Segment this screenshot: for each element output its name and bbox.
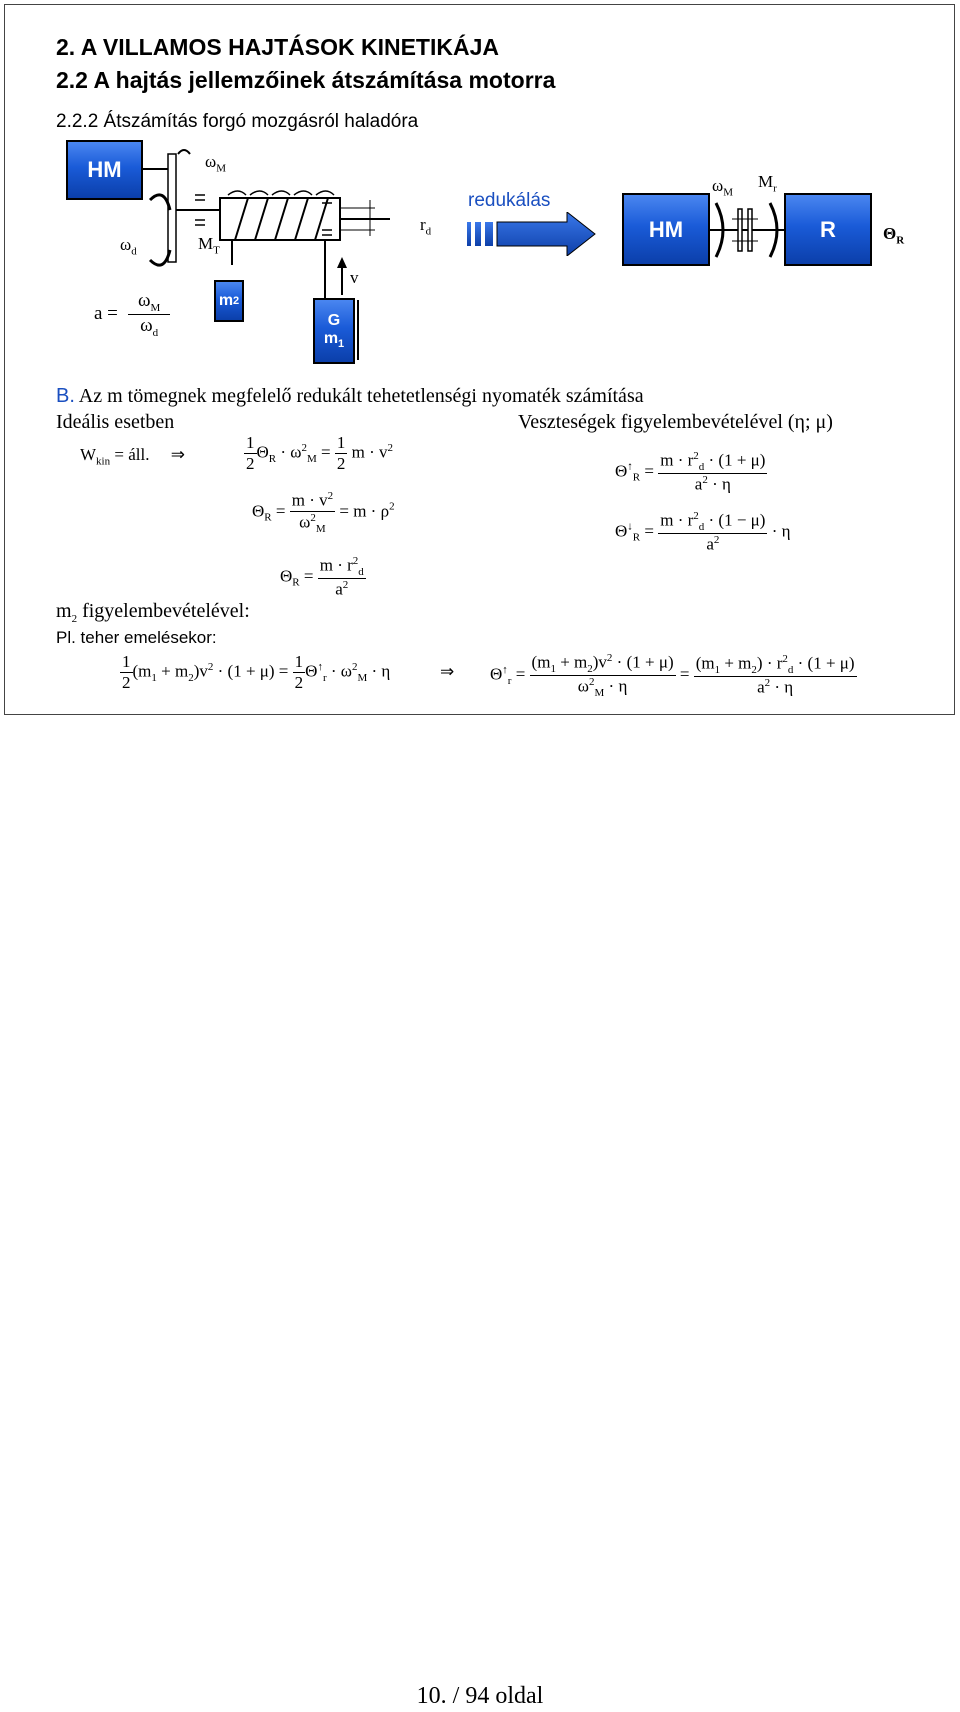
- reduction-arrow: [467, 212, 597, 256]
- drive-mechanism-drawing: [140, 140, 440, 370]
- m2-block: m 2: [214, 280, 244, 322]
- implies-arrow: ⇒: [440, 662, 455, 681]
- g-m1-block: G $m_1$: [313, 298, 355, 364]
- a-equals: a =: [94, 303, 118, 324]
- formula-wkin: $W_{kin}$ = áll. ⇒: [80, 445, 185, 468]
- omega-m-right-label: $\omega_M$: [712, 176, 733, 199]
- page-footer: 10. / 94 oldal: [416, 1683, 544, 1709]
- rd-label: $r_d$: [420, 215, 432, 238]
- coupling-drawing: [708, 195, 788, 265]
- r-block: R: [784, 193, 872, 266]
- theta-r-label: $\Theta_R$: [883, 224, 905, 247]
- formula-theta-r-lift: $\Theta^↑_r$ = $\frac{(m_1 + m_2)v^2 \cdot (1 + \mu)}{\omega^2_M \cdot \eta}$ = $\frac{(m_1 + m_2) \cdot r^2_d \cdot (1 + \mu)}{a^2 \cdot \eta}$: [490, 652, 855, 700]
- formula-energy-balance: $\frac{1}{2}$ $\Theta_R \cdot \omega^2_M$ = $\frac{1}{2}$ $m \cdot v^2$: [246, 433, 393, 473]
- a-ratio: $\frac{\omega_M}{\omega_d}$: [128, 290, 170, 339]
- ideal-heading: Ideális esetben: [56, 411, 175, 433]
- section-b-heading: B. Az m tömegnek megfelelő redukált tehetetlenségi nyomaték számítása: [56, 385, 644, 407]
- title-line-1: 2. A VILLAMOS HAJTÁSOK KINETIKÁJA: [56, 34, 499, 60]
- omega-d-label: $\omega_d$: [120, 235, 137, 258]
- title-line-2: 2.2 A hajtás jellemzőinek átszámítása motorra: [56, 67, 556, 93]
- formula-theta-r-1: $\Theta_R$ = $\frac{m \cdot v^2}{\omega^2_M}$ = $m \cdot \rho^2$: [252, 490, 395, 535]
- reduction-label: redukálás: [468, 190, 551, 211]
- formula-lift-balance: $\frac{1}{2}$ $(m_1 + m_2)v^2 \cdot (1 + \mu)$ = $\frac{1}{2}$ $\Theta^↑_r \cdot \omega^2_M \cdot \eta$: [122, 652, 391, 692]
- hm-block-left: HM: [66, 140, 143, 200]
- m2-heading: $m_2$ figyelembevételével:: [56, 600, 250, 625]
- losses-heading: Veszteségek figyelembevételével (η; μ): [518, 411, 833, 433]
- example-text: Pl. teher emelésekor:: [56, 628, 217, 647]
- formula-theta-r-down: $\Theta^↓_R$ = $\frac{m \cdot r^2_d \cdot (1 - \mu)}{a^2}$ · η: [615, 510, 791, 554]
- mr-label: $M_r$: [758, 172, 777, 195]
- omega-m-label: $\omega_M$: [205, 152, 226, 175]
- formula-theta-r-2: $\Theta_R$ = $\frac{m \cdot r^2_d}{a^2}$: [280, 555, 364, 599]
- formula-theta-r-up: $\Theta^↑_R$ = $\frac{m \cdot r^2_d \cdot (1 + \mu)}{a^2 \cdot \eta}$: [615, 450, 766, 494]
- v-label: v: [350, 268, 359, 287]
- hm-block-right: HM: [622, 193, 710, 266]
- subtitle: 2.2.2 Átszámítás forgó mozgásról haladóra: [56, 111, 419, 132]
- mt-label: $M_T$: [198, 234, 220, 257]
